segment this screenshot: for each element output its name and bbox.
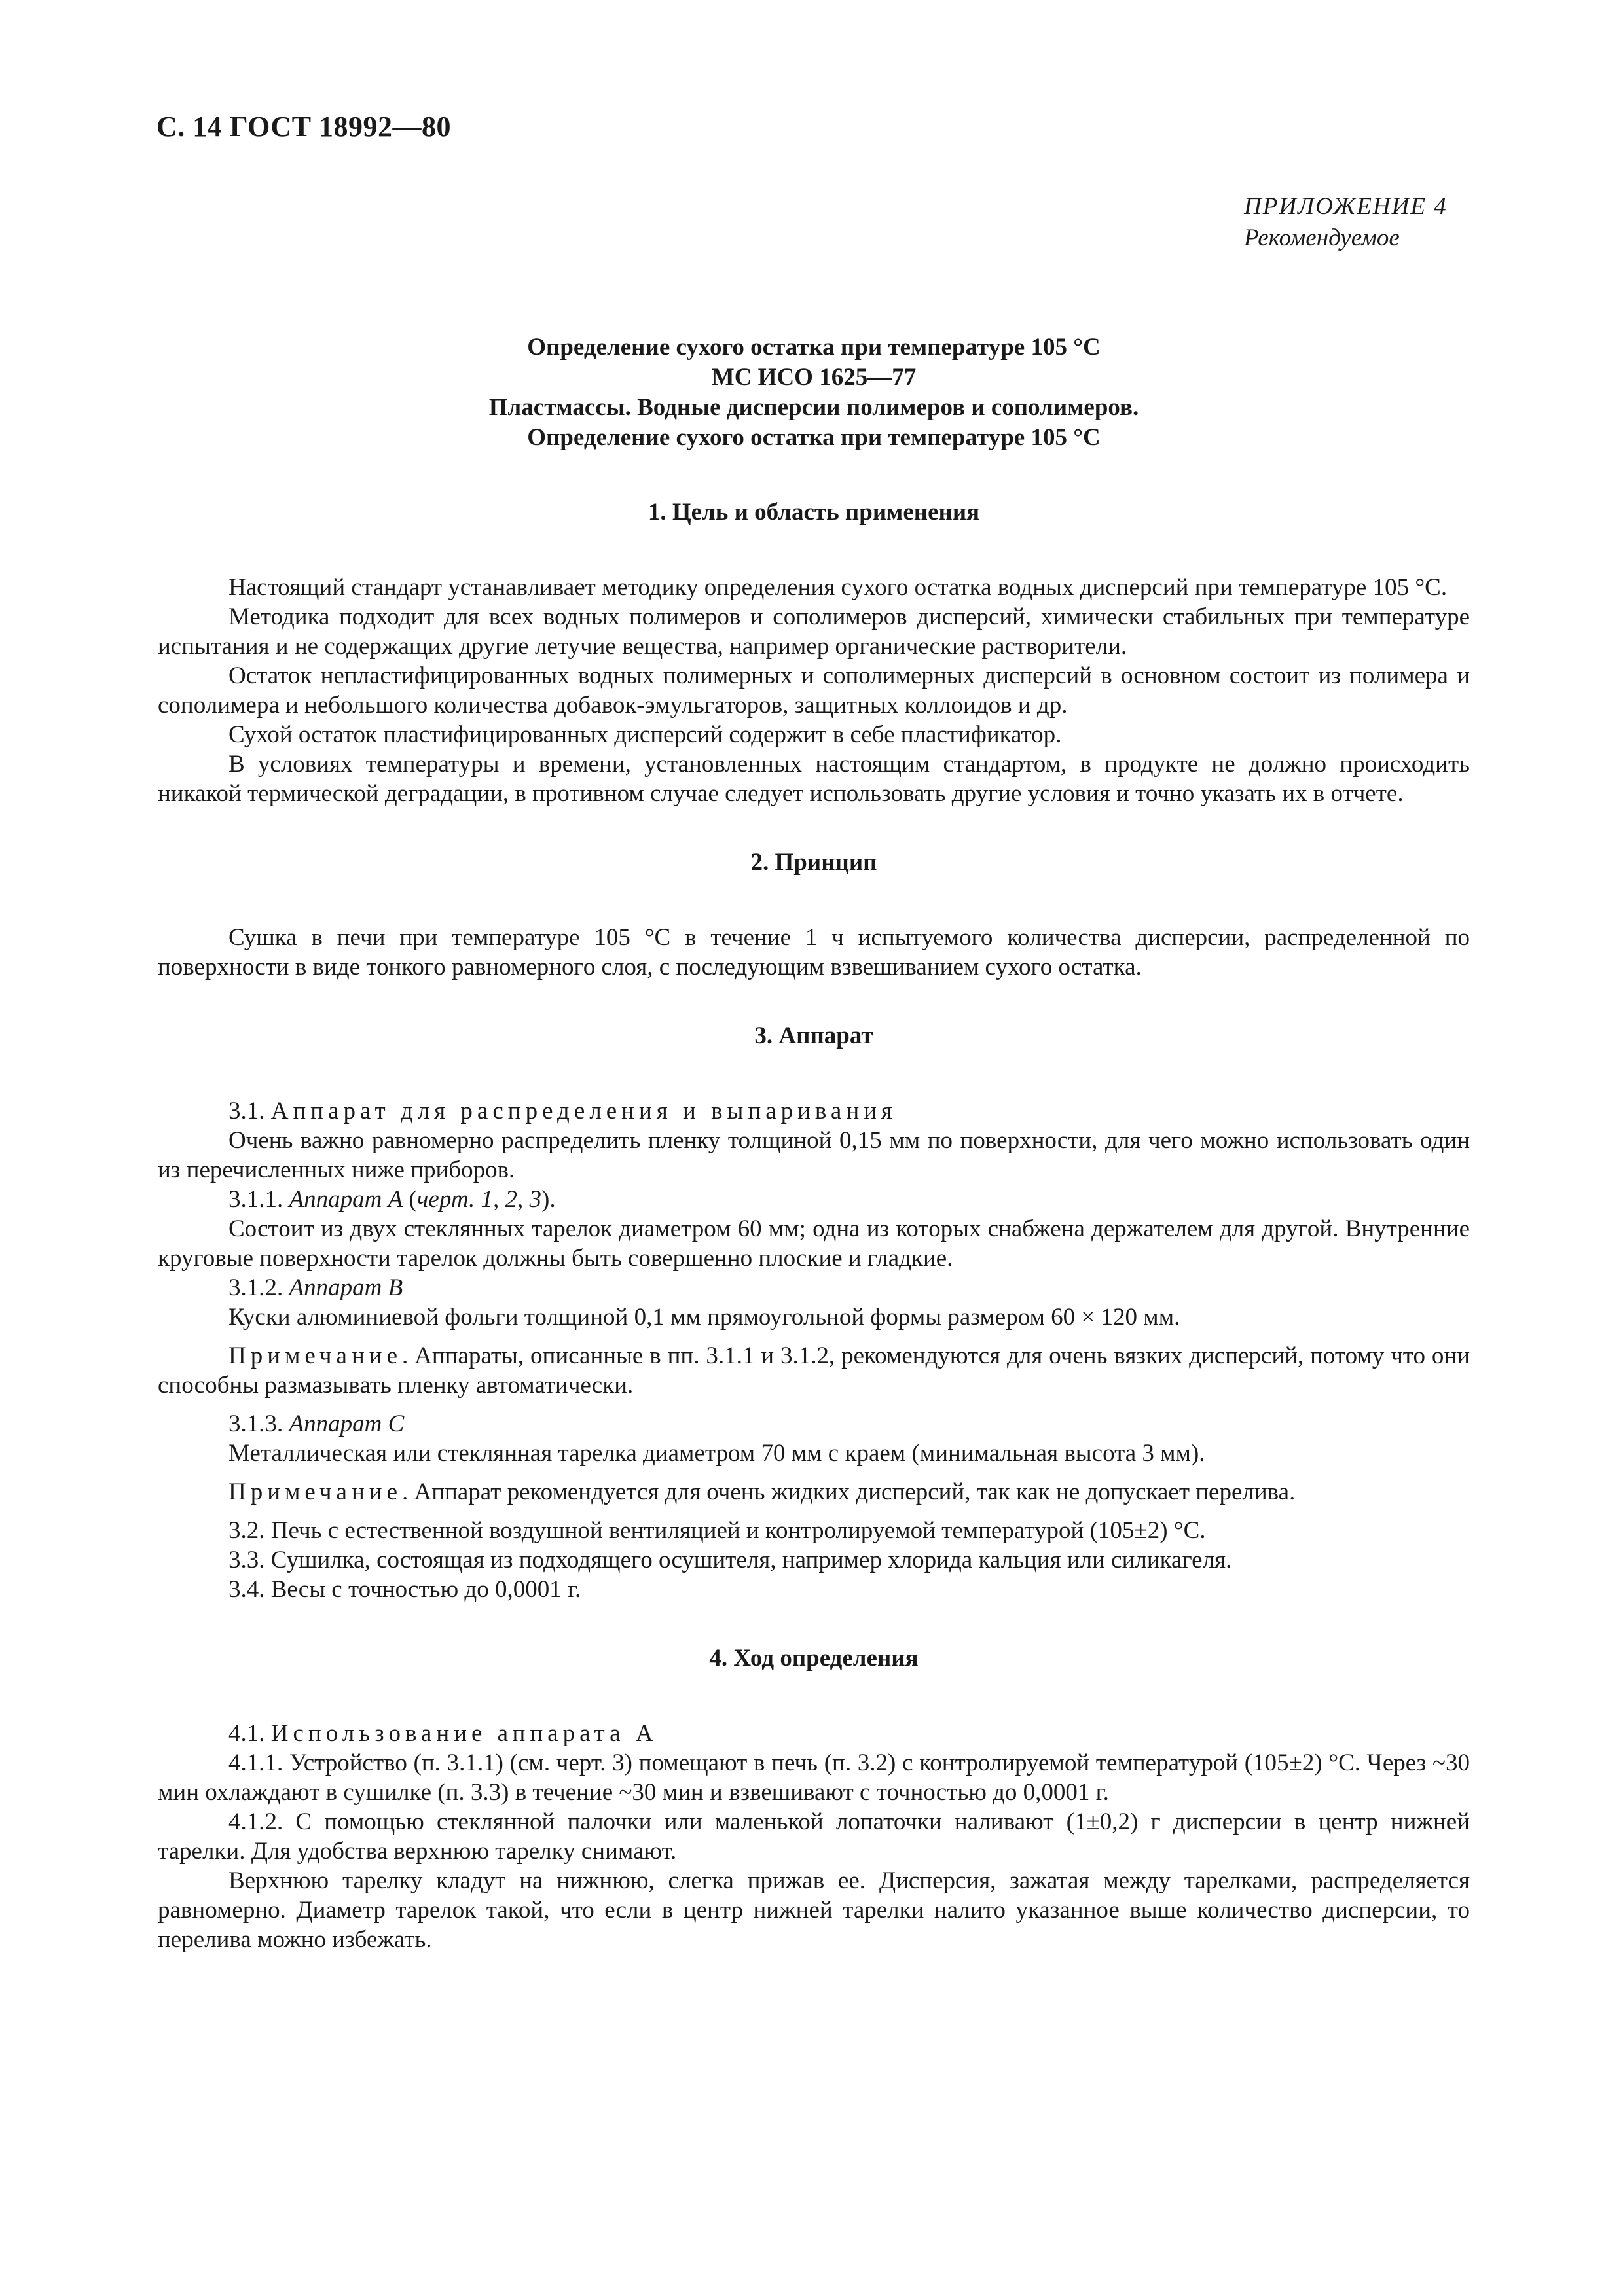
clause-title: Аппарат С	[289, 1410, 405, 1437]
clause-number: 3.1.3.	[228, 1410, 283, 1437]
appendix-status: Рекомендуемое	[1244, 224, 1400, 251]
section-1-paragraph: В условиях температуры и времени, установленных настоящим стандартом, в продукте не должно происходить никакой термической деградации, в противном случае следует использовать другие условия и точно указать их в отчете.	[158, 751, 1470, 807]
note-2	[158, 1477, 1470, 1507]
clause-3-1-2-text: Куски алюминиевой фольги толщиной 0,1 мм прямоугольной формы размером 60 × 120 мм.	[228, 1304, 1180, 1331]
note-text: . Аппарат рекомендуется для очень жидких дисперсий, так как не допускает перелива.	[402, 1479, 1296, 1505]
page-header: С. 14 ГОСТ 18992—80	[156, 111, 452, 143]
section-1-paragraph: Настоящий стандарт устанавливает методику определения сухого остатка водных дисперсий при температуре 105 °С.	[228, 574, 1448, 601]
clause-3-1-3	[158, 1409, 1470, 1439]
clause-4-1	[158, 1719, 1470, 1748]
section-4-heading: 4. Ход определения	[709, 1645, 919, 1672]
title-line-1: Определение сухого остатка при температуре 105 °С	[527, 334, 1101, 361]
clause-3-4: 3.4. Весы с точностью до 0,0001 г.	[228, 1576, 581, 1603]
clause-3-1-text: Очень важно равномерно распределить пленку толщиной 0,15 мм по поверхности, для чего можно использовать один из перечисленных ниже приборов.	[158, 1127, 1470, 1183]
clause-4-1-2: 4.1.2. С помощью стеклянной палочки или маленькой лопаточки наливают (1±0,2) г дисперсии в центр нижней тарелки. Для удобства верхнюю тарелку снимают.	[158, 1808, 1470, 1865]
clause-title: Аппарат для распределения и выпаривания	[270, 1098, 897, 1124]
section-2-paragraph: Сушка в печи при температуре 105 °С в течение 1 ч испытуемого количества дисперсии, распределенной по поверхности в виде тонкого равномерного слоя, с последующим взвешиванием сухого остатка.	[158, 924, 1470, 980]
clause-number: 3.1.1.	[228, 1186, 283, 1213]
section-1-paragraph: Методика подходит для всех водных полимеров и сополимеров дисперсий, химически стабильных при температуре испытания и не содержащих другие летучие вещества, например органические растворители.	[158, 603, 1470, 660]
section-1-heading: 1. Цель и область применения	[647, 499, 980, 526]
title-line-2: МС ИСО 1625—77	[711, 364, 917, 391]
clause-3-2: 3.2. Печь с естественной воздушной вентиляцией и контролируемой температурой (105±2) °С.	[228, 1517, 1206, 1544]
appendix-label	[1244, 191, 1473, 254]
clause-title: Аппарат В	[289, 1274, 403, 1301]
clause-ref-open: (	[403, 1186, 417, 1213]
clause-3-3: 3.3. Сушилка, состоящая из подходящего осушителя, например хлорида кальция или силикагеля.	[228, 1547, 1232, 1573]
title-line-3: Пластмассы. Водные дисперсии полимеров и сополимеров.	[488, 394, 1139, 421]
document-title	[158, 332, 1470, 453]
clause-title: Использование аппарата А	[270, 1720, 658, 1747]
clause-3-1-2	[158, 1273, 1470, 1302]
section-3-heading: 3. Аппарат	[754, 1022, 873, 1049]
clause-3-1-3-text: Металлическая или стеклянная тарелка диаметром 70 мм с краем (минимальная высота 3 мм).	[228, 1440, 1205, 1467]
clause-title: Аппарат А	[289, 1186, 403, 1213]
note-label: Примечание	[228, 1342, 402, 1369]
note-text: . Аппараты, описанные в пп. 3.1.1 и 3.1.2, рекомендуются для очень вязких дисперсий, потому что они способны размазывать пленку автоматически.	[158, 1342, 1470, 1399]
section-2-heading: 2. Принцип	[750, 849, 877, 876]
appendix-number: ПРИЛОЖЕНИЕ 4	[1244, 193, 1448, 220]
document-body	[158, 332, 1470, 1954]
clause-3-1-1	[158, 1185, 1470, 1214]
clause-ref-close: ).	[541, 1186, 556, 1213]
section-4-paragraph: Верхнюю тарелку кладут на нижнюю, слегка прижав ее. Дисперсия, зажатая между тарелками, распределяется равномерно. Диаметр тарелок такой, что если в центр нижней тарелки налито указанное выше количество дисперсии, то перелива можно избежать.	[158, 1867, 1470, 1953]
clause-3-1-1-text: Состоит из двух стеклянных тарелок диаметром 60 мм; одна из которых снабжена держателем для другой. Внутренние круговые поверхности тарелок должны быть совершенно плоские и гладкие.	[158, 1215, 1470, 1272]
drawing-reference: черт. 1, 2, 3	[416, 1186, 542, 1213]
title-line-4: Определение сухого остатка при температуре 105 °С	[527, 424, 1101, 451]
section-1-paragraph: Сухой остаток пластифицированных дисперсий содержит в себе пластификатор.	[228, 721, 1062, 748]
clause-4-1-1: 4.1.1. Устройство (п. 3.1.1) (см. черт. 3) помещают в печь (п. 3.2) с контролируемой температурой (105±2) °С. Через ~30 мин охлаждают в сушилке (п. 3.3) в течение ~30 мин и взвешивают с точностью до 0,0001 г.	[158, 1749, 1470, 1806]
clause-number: 3.1.2.	[228, 1274, 283, 1301]
clause-number: 3.1.	[228, 1098, 265, 1124]
section-1-paragraph: Остаток непластифицированных водных полимерных и сополимерных дисперсий в основном состоит из полимера и сополимера и небольшого количества добавок-эмульгаторов, защитных коллоидов и др.	[158, 662, 1470, 719]
clause-number: 4.1.	[228, 1720, 265, 1747]
note-1	[158, 1341, 1470, 1400]
clause-3-1	[158, 1096, 1470, 1126]
note-label: Примечание	[228, 1479, 402, 1505]
